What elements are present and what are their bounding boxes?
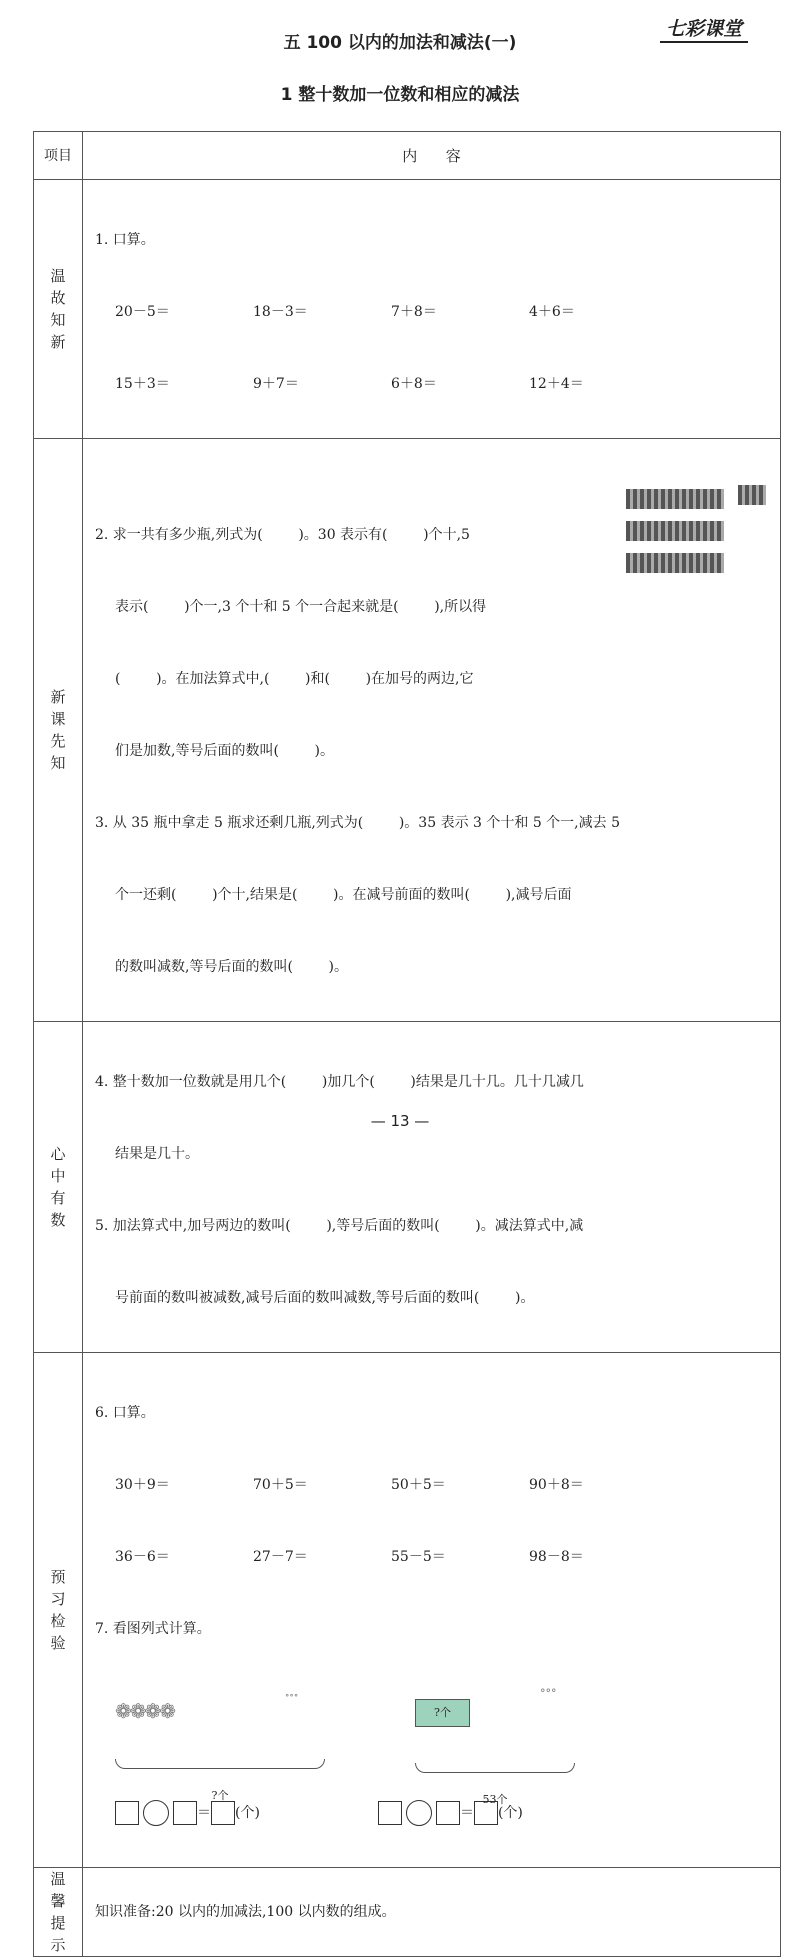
- calc-row: [95, 366, 770, 402]
- total-label: 53个: [482, 1793, 508, 1806]
- calc-item: 55－5＝: [391, 1549, 446, 1565]
- unit-label: (个): [497, 1805, 523, 1821]
- page-number: — 13 —: [370, 1112, 430, 1130]
- brand-logo: 七彩课堂: [660, 14, 748, 43]
- section-label: 心中有数: [34, 1022, 83, 1353]
- tip-text: 知识准备:20 以内的加减法,100 以内数的组成。: [83, 1868, 781, 1957]
- operator-circle[interactable]: [143, 1800, 169, 1826]
- bottles-image: [626, 453, 766, 621]
- calc-item: 90＋8＝: [529, 1477, 584, 1493]
- question-2-line: 们是加数,等号后面的数叫( )。: [115, 743, 334, 759]
- question-3-line: 的数叫减数,等号后面的数叫( )。: [115, 959, 348, 975]
- answer-box[interactable]: [115, 1801, 139, 1825]
- calc-item: 30＋9＝: [115, 1477, 170, 1493]
- figure-2: ?个 °°° 53个: [415, 1683, 575, 1753]
- col-header-content: 内 容: [83, 132, 781, 180]
- section-label: 温故知新: [34, 180, 83, 439]
- equation-blank-2: ＝ (个): [378, 1795, 523, 1831]
- section-label: 温馨提示: [34, 1868, 83, 1957]
- answer-box[interactable]: [378, 1801, 402, 1825]
- unit-label: (个): [235, 1805, 260, 1821]
- brace-icon: [415, 1763, 575, 1773]
- question-4-line: 结果是几十。: [115, 1146, 199, 1162]
- section-preview: [83, 439, 781, 1022]
- question-4-line: 4. 整十数加一位数就是用几个( )加几个( )结果是几十几。几十几减几: [95, 1074, 584, 1090]
- question-3-line: 3. 从 35 瓶中拿走 5 瓶求还剩几瓶,列式为( )。35 表示 3 个十和 5 个一,减去 5: [95, 815, 620, 831]
- col-header-item: 项目: [34, 132, 83, 180]
- lesson-title: 1 整十数加一位数和相应的减法: [280, 85, 520, 105]
- calc-item: 9＋7＝: [253, 376, 299, 392]
- calc-item: 98－8＝: [529, 1549, 584, 1565]
- calc-item: 50＋5＝: [391, 1477, 446, 1493]
- question-5-line: 5. 加法算式中,加号两边的数叫( ),等号后面的数叫( )。减法算式中,减: [95, 1218, 584, 1234]
- question-3-line: 个一还剩( )个十,结果是( )。在减号前面的数叫( ),减号后面: [115, 887, 572, 903]
- section-label: 预习检验: [34, 1353, 83, 1868]
- calc-item: 7＋8＝: [391, 304, 437, 320]
- calc-item: 15＋3＝: [115, 376, 170, 392]
- figure-1: ❁❁❁❁ ∘∘∘ ?个: [115, 1683, 325, 1753]
- question-7: 7. 看图列式计算。: [95, 1621, 211, 1637]
- question-2-line: ( )。在加法算式中,( )和( )在加号的两边,它: [115, 671, 474, 687]
- calc-item: 20－5＝: [115, 304, 170, 320]
- equation-blank-1: ＝ (个): [115, 1795, 260, 1831]
- calc-row: [95, 294, 770, 330]
- answer-box[interactable]: [173, 1801, 197, 1825]
- calc-item: 12＋4＝: [529, 376, 584, 392]
- total-label: ?个: [211, 1789, 229, 1802]
- calc-item: 70＋5＝: [253, 1477, 308, 1493]
- question-2-line: 2. 求一共有多少瓶,列式为( )。30 表示有( )个十,5: [95, 527, 470, 543]
- question-1: 1. 口算。: [95, 232, 155, 248]
- calc-item: 27－7＝: [253, 1549, 308, 1565]
- section-summary: [83, 1022, 781, 1353]
- answer-box[interactable]: [211, 1801, 235, 1825]
- calc-item: 6＋8＝: [391, 376, 437, 392]
- worksheet-table: [33, 131, 781, 1957]
- question-6: 6. 口算。: [95, 1405, 155, 1421]
- section-check: [83, 1353, 781, 1868]
- question-5-line: 号前面的数叫被减数,减号后面的数叫减数,等号后面的数叫( )。: [115, 1290, 535, 1306]
- calc-item: 36－6＝: [115, 1549, 170, 1565]
- unknown-box: ?个: [415, 1699, 470, 1727]
- unit-title: 五 100 以内的加法和减法(一): [283, 33, 517, 53]
- question-2-line: 表示( )个一,3 个十和 5 个一合起来就是( ),所以得: [115, 599, 487, 615]
- section-label: 新课先知: [34, 439, 83, 1022]
- calc-item: 18－3＝: [253, 304, 308, 320]
- section-review: [83, 180, 781, 439]
- calc-item: 4＋6＝: [529, 304, 575, 320]
- brace-icon: [115, 1759, 325, 1769]
